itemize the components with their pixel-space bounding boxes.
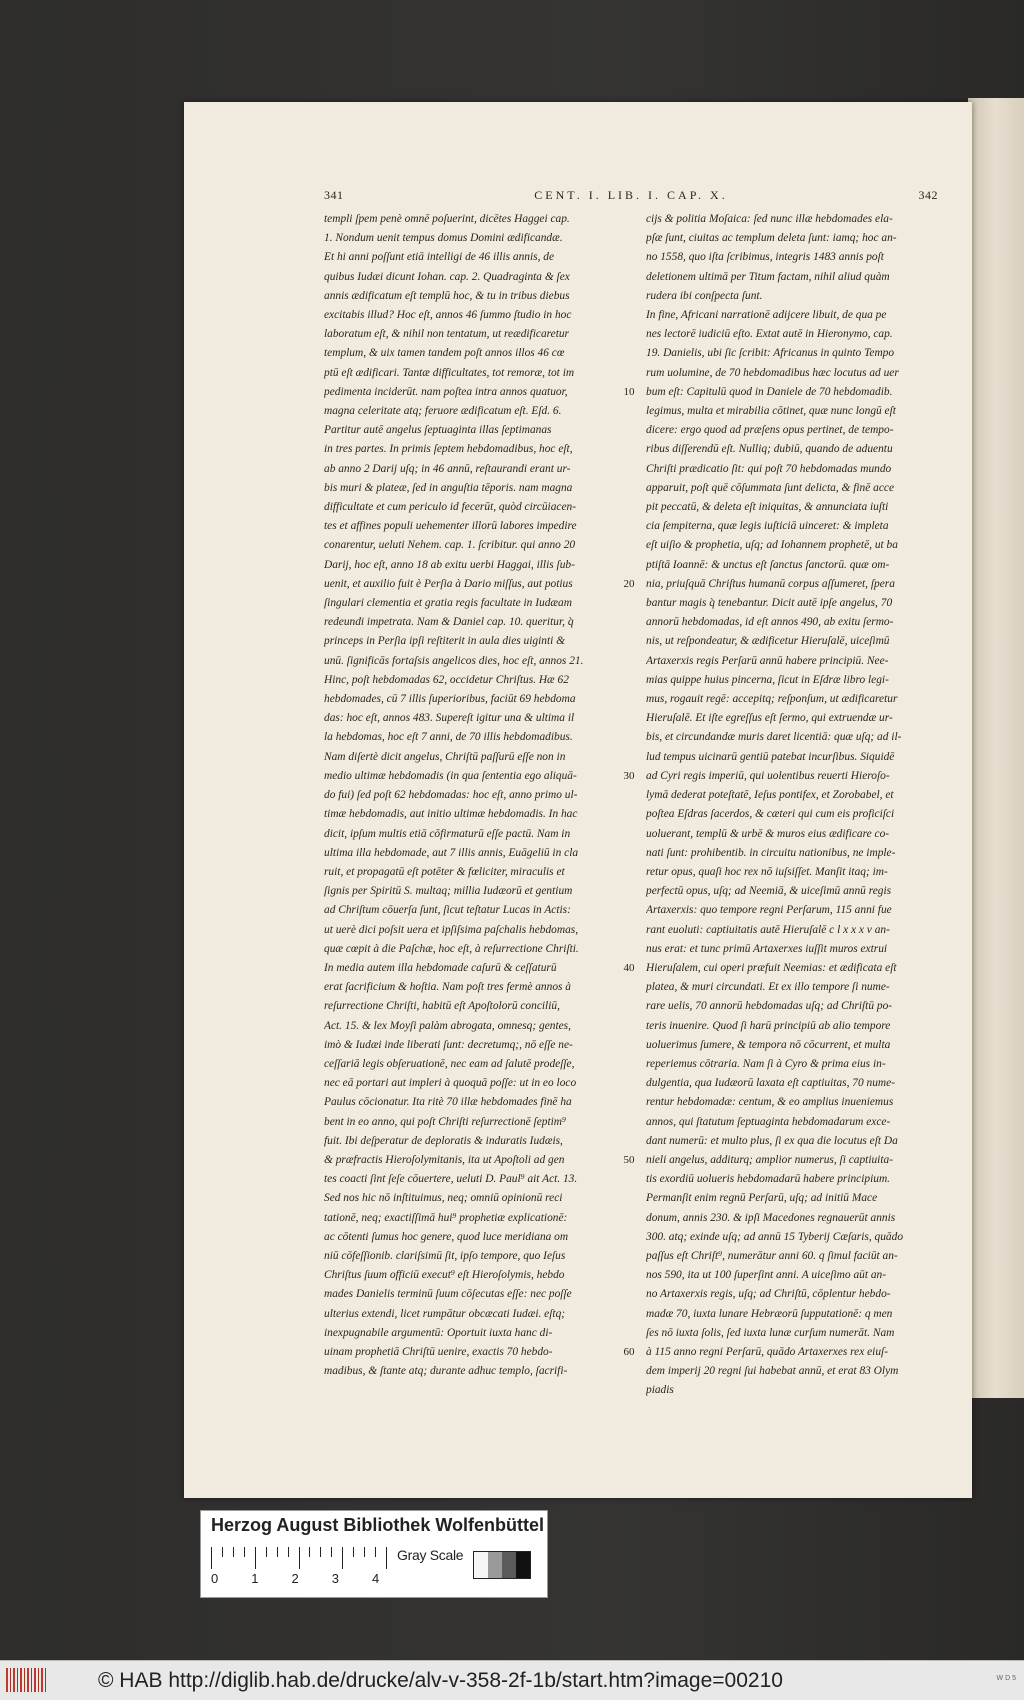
text-line: Hinc, poſt hebdomadas 62, occidetur Chriſtus. Hæ 62: [324, 673, 569, 686]
text-line: perfectū opus, uſq; ad Neemiā, & uiceſimū annū regis: [646, 885, 892, 898]
text-line: Et hi anni poſſunt etiā intelligi de 46 illis annis, de: [324, 251, 555, 264]
text-line: eſt uiſio & prophetia, uſq; ad Iohannem prophetē, ut ba: [646, 539, 898, 552]
text-line: Partitur autē angelus ſeptuaginta illas ſeptimanas: [324, 424, 552, 437]
ruler-tick: [331, 1547, 332, 1557]
text-line: bent in eo anno, qui poſt Chriſti reſurrectionē ſeptim⁹: [324, 1115, 566, 1128]
text-line: fuit. Ibi deſperatur de deploratis & induratis Iudæis,: [324, 1134, 563, 1147]
text-line: inexpugnabile argumentū: Oportuit iuxta hanc di-: [324, 1326, 553, 1339]
text-line: magna celeritate atq; feruore ædificatum eſt. Eſd. 6.: [324, 405, 562, 418]
text-column-right: [646, 210, 936, 1401]
grayscale-patch: [474, 1552, 488, 1578]
text-line: nia, priuſquā Chriſtus humanū corpus aſſumeret, ſpera: [646, 577, 895, 590]
ruler-tick: [255, 1547, 256, 1569]
text-line: pedimenta inciderūt. nam poſtea intra annos quatuor,: [324, 385, 568, 398]
text-line: Chriſtus ſuum officiū execut⁹ eſt Hieroſolymis, hebdo: [324, 1269, 565, 1282]
text-line: mades Danielis terminū ſuum cōſecutas eſſe: nec poſſe: [324, 1288, 572, 1301]
text-line: conarentur, ueluti Nehem. cap. 1. ſcribitur. qui anno 20: [324, 539, 576, 552]
ruler-tick: [299, 1547, 300, 1569]
text-line: paſſus eſt Chriſt⁹, numerātur anni 60. q ſimul faciūt an-: [646, 1249, 898, 1262]
text-line: difficultate et cum periculo id fecerūt, quòd circūiacen-: [324, 501, 576, 514]
ruler-tick: [353, 1547, 354, 1557]
text-line: das: hoc eſt, annos 483. Supereſt igitur una & ultima il: [324, 712, 575, 725]
text-line: nieli angelus, additurq; amplior numerus, ſi captiuita-: [646, 1153, 893, 1166]
text-line: lud tempus uicinarū gentiū patebat incurſibus. Siquidē: [646, 750, 895, 763]
text-line: tationē, neq; exactiſſimā hui⁹ prophetiæ explicationē:: [324, 1211, 568, 1224]
ruler-label: 2: [291, 1571, 299, 1586]
text-line: rare uelis, 70 annorū hebdomadas uſq; ad Chriſtū po-: [646, 1000, 893, 1013]
text-line: dem imperij 20 regni ſui habebat annū, et erat 83 Olym: [646, 1365, 899, 1378]
text-line: in tres partes. In primis ſeptem hebdomadibus, hoc eſt,: [324, 443, 573, 456]
ruler-tick: [266, 1547, 267, 1557]
text-line: tes et affines populi uehementer illorū labores impedire: [324, 520, 577, 533]
ruler-tick: [342, 1547, 343, 1569]
text-line: legimus, multa et mirabilia cōtinet, quæ nunc longū eſt: [646, 405, 896, 418]
text-line: donum, annis 230. & ipſi Macedones regnauerūt annis: [646, 1211, 896, 1224]
ruler-tick: [320, 1547, 321, 1557]
text-line: bis muri & plateæ, ſed in anguſtia tēporis. nam magna: [324, 481, 573, 494]
text-line: erat ſacrificium & hoſtia. Nam poſt tres fermè annos à: [324, 981, 571, 994]
copyright-url[interactable]: © HAB http://diglib.hab.de/drucke/alv-v-358-2f-1b/start.htm?image=00210: [98, 1669, 783, 1692]
grayscale-patch: [502, 1552, 516, 1578]
ruler-tick: [386, 1547, 387, 1569]
text-line: madibus, & ſtante atq; durante adhuc templo, ſacrifi-: [324, 1365, 568, 1378]
viewer-footer: [0, 1660, 1024, 1700]
text-line: ſes nō iuxta ſolis, ſed iuxta lunæ curſum numerāt. Nam: [646, 1326, 895, 1339]
facing-page-edge: [968, 98, 1024, 1398]
text-line: Act. 15. & lex Moyſi palàm abrogata, omnesq; gentes,: [324, 1019, 571, 1032]
text-line: cijs & politia Moſaica: ſed nunc illæ hebdomades ela-: [646, 213, 893, 225]
text-line: ut uerè dici poſsit uera et ipſiſsima paſchalis hebdomas,: [324, 923, 579, 936]
text-line: ſingulari clementia et gratia regis facultate in Iudæam: [324, 597, 572, 610]
ruler-label: 3: [331, 1571, 339, 1586]
text-line: ultima illa hebdomade, aut 7 illis annis, Euāgeliū in cla: [324, 846, 579, 859]
text-line: quæ cœpit à die Paſchæ, hoc eſt, à reſurrectione Chriſti.: [324, 942, 579, 955]
ruler-tick: [309, 1547, 310, 1557]
line-number: 20: [623, 577, 635, 590]
text-line: ad Chriſtum cōuerſa ſunt, ſicut teſtatur Lucas in Actis:: [324, 904, 571, 917]
line-number: 10: [623, 385, 635, 398]
text-line: Darij, hoc eſt, anno 18 ab exitu uerbi Haggai, illis ſub-: [324, 558, 575, 571]
ruler-tick: [211, 1547, 212, 1569]
book-page: [184, 102, 972, 1498]
text-line: imò & Iudæi inde liberati ſunt: decretumq;, nō eſſe ne-: [324, 1038, 573, 1051]
text-line: bis, et circundandæ muris daret licentiā: quæ uſq; ad il-: [646, 731, 902, 744]
text-line: pit peccatū, & deleta eſt iniquitas, & annunciata iuſti: [646, 501, 889, 514]
text-line: teris inuenire. Quod ſi harū principiū ab alio tempore: [646, 1019, 891, 1032]
text-line: dicere: ergo quod ad præſens opus pertinet, de tempo-: [646, 424, 894, 437]
text-line: 300. atq; exinde uſq; ad annū 15 Tyberij Cæſaris, quādo: [646, 1230, 904, 1243]
line-number: 30: [623, 769, 635, 782]
text-line: uoluerimus ſumere, & tempora nō cōcurrent, et multa: [646, 1038, 891, 1051]
text-line: à 115 anno regni Perſarū, quādo Artaxerxes rex eiuſ-: [646, 1345, 889, 1358]
text-line: no 1558, quo iſta ſcribimus, integris 1483 annis poſt: [646, 251, 884, 264]
text-line: ptiſtā Ioannē: & unctus eſt ſanctus ſanctorū. quæ om-: [646, 558, 890, 571]
text-line: 19. Danielis, ubi ſic ſcribit: Africanus in quinto Tempo: [646, 347, 895, 360]
text-line: Artaxerxis regis Perſarū annū habere principiū. Nee-: [646, 654, 889, 667]
text-line: annorū hebdomadas, id eſt annos 490, ab exitu ſermo-: [646, 616, 894, 629]
text-column-left: [324, 210, 612, 1381]
text-line: annos, qui ſtatutum ſeptuaginta hebdomadarum exce-: [646, 1115, 891, 1128]
text-line: ſignis per Spiritū S. multaq; millia Iudæorū et gentium: [324, 885, 573, 898]
ruler-tick: [222, 1547, 223, 1557]
ruler-label: 0: [211, 1571, 219, 1586]
ruler-tick: [244, 1547, 245, 1557]
text-line: platea, & muri circundati. Et ex illo tempore ſi nume-: [646, 981, 890, 994]
text-line: dulgentia, qua Iudæorū laxata eſt captiuitas, 70 nume-: [646, 1077, 895, 1090]
text-line: mias quippe huius pincerna, ſicut in Eſdræ libro legi-: [646, 673, 889, 686]
text-line: tis exordiū uolueris hebdomadarū habere principium.: [646, 1173, 891, 1186]
text-line: ribus diſſerendū eſt. Nulliq; dubiū, quando de aduentu: [646, 443, 893, 456]
text-line: medio ultimæ hebdomadis (in qua ſententia ego aliquā-: [324, 769, 577, 782]
text-line: Artaxerxis: quo tempore regni Perſarum, 115 anni fue: [646, 904, 892, 917]
text-line: rentur hebdomadæ: centum, & eo amplius inueniemus: [646, 1096, 894, 1109]
text-line: & præfractis Hieroſolymitanis, ita ut Apoſtoli ad gen: [324, 1153, 565, 1166]
ruler-tick: [233, 1547, 234, 1557]
text-line: niū cōfeſſionib. clariſsimū ſit, ipſo tempore, quo Ieſus: [324, 1249, 566, 1262]
text-line: laboratum eſt, & nihil non tentatum, ut reædificaretur: [324, 328, 569, 341]
page-number-right: 342: [918, 188, 938, 202]
text-line: rum uolumine, de 70 hebdomadibus hæc locutus ad uer: [646, 366, 899, 379]
grayscale-patch: [488, 1552, 502, 1578]
text-line: dicit, ipſum multis etiā cōfirmaturū eſſe pactū. Nam in: [324, 827, 571, 840]
text-line: piadis: [646, 1384, 674, 1397]
text-line: Sed nos hic nō inſtituimus, neq; omniū opinionū reci: [324, 1192, 563, 1205]
ruler-label: 1: [251, 1571, 259, 1586]
running-title: CENT. I. LIB. I. CAP. X.: [534, 188, 728, 202]
text-line: rant euoluti: captiuitatis autē Hieruſalē c l x x x v an-: [646, 923, 890, 936]
grayscale-label: Gray Scale: [397, 1547, 464, 1563]
text-line: nos 590, ita ut 100 ſuperſint anni. A uiceſimo aūt an-: [646, 1269, 887, 1282]
text-line: ac cōtenti ſumus hoc genere, quod luce meridiana om: [324, 1230, 569, 1243]
text-line: rudera ibi conſpecta ſunt.: [646, 289, 763, 302]
text-line: mus, rogauit regē: accepitq; reſponſum, ut ædificaretur: [646, 693, 898, 706]
text-line: ptū eſt ædificari. Tantæ difficultates, tot remoræ, tot im: [324, 366, 575, 379]
text-line: cia ſempiterna, quæ legis iuſticiā uinceret: & impleta: [646, 520, 889, 533]
text-line: Paulus cōcionatur. Ita ritè 70 illæ hebdomades finē ha: [324, 1096, 572, 1109]
text-line: ulterius extendi, licet rumpātur obcæcati Iudæi. eſtq;: [324, 1307, 566, 1320]
text-line: nes lectorē iudiciū eſto. Extat autē in Hieronymo, cap.: [646, 328, 893, 341]
text-line: bantur magis q̀ tenebantur. Dicit autē ipſe angelus, 70: [646, 597, 893, 610]
text-line: lymā dederat poteſtatē, Ieſus pontifex, et Zorobabel, et: [646, 789, 894, 802]
text-line: templi ſpem penè omnē poſuerint, dicētes Haggei cap.: [324, 213, 570, 225]
text-line: In media autem illa hebdomade caſurū & ceſſaturū: [324, 961, 557, 974]
text-line: tes coacti ſint ſeſe cōuertere, ueluti D. Paul⁹ ait Act. 13.: [324, 1173, 578, 1186]
text-line: Permanſit enim regnū Perſarū, uſq; ad initiū Mace: [646, 1192, 878, 1205]
text-line: 1. Nondum uenit tempus domus Domini ædificandæ.: [324, 232, 563, 245]
text-line: dant numerū: et multo plus, ſi ex qua die locutus eſt Da: [646, 1134, 898, 1147]
text-line: do fui) ſed poſt 62 hebdomadas: hoc eſt, anno primo ul-: [324, 789, 578, 802]
text-line: quibus Iudæi dicunt Iohan. cap. 2. Quadraginta & ſex: [324, 270, 570, 283]
text-line: apparuit, poſt quē cōſummata ſunt delicta, & finē acce: [646, 481, 895, 494]
text-line: templum, & uix tamen tandem poſt annos illos 46 cœ: [324, 347, 565, 360]
line-number: 60: [623, 1345, 635, 1358]
text-line: timæ hebdomadis, aut initio ultimæ hebdomadis. In hac: [324, 808, 578, 821]
library-name: Herzog August Bibliothek Wolfenbüttel: [211, 1515, 544, 1535]
text-line: annis ædificatum eſt templū hoc, & tu in tribus diebus: [324, 289, 570, 302]
text-line: hebdomades, cū 7 illis ſuperioribus, faciūt 69 hebdoma: [324, 693, 576, 706]
scale-ruler: [211, 1547, 386, 1569]
ruler-tick: [375, 1547, 376, 1557]
text-line: la hebdomas, hoc eſt 7 anni, de 70 illis hebdomadibus.: [324, 731, 573, 744]
text-line: nis, ut reſpondeatur, & ædificetur Hieruſalē, uiceſimū: [646, 635, 890, 648]
text-line: retur opus, quaſi hoc rex nō iuſsiſſet. Manſit itaq; im-: [646, 865, 888, 878]
text-line: reperiemus cōtraria. Nam ſi à Cyro & prima eius in-: [646, 1057, 886, 1070]
text-line: uoluerant, templū & urbē & muros eius ædificare co-: [646, 827, 890, 840]
text-line: unū. ſignificās fortaſsis angelicos dies, hoc eſt, annos 21.: [324, 654, 584, 667]
text-line: excitabis illud? Hoc eſt, annos 46 ſummo ſtudio in hoc: [324, 309, 572, 322]
text-line: ab anno 2 Darij uſq; in 46 annū, reſtaurandi erant ur-: [324, 462, 571, 475]
text-line: nati ſunt: prohibentib. in circuitu nationibus, ne imple-: [646, 846, 896, 859]
line-number: 50: [623, 1153, 635, 1166]
text-line: reſurrectione Chriſti, habitū eſt Apoſtolorū conciliū,: [324, 1000, 560, 1013]
ruler-tick: [277, 1547, 278, 1557]
text-line: bum eſt: Capitulū quod in Daniele de 70 hebdomadib.: [646, 385, 893, 398]
text-line: uenit, et auxilio fuit è Perſia à Dario miſſus, aut potius: [324, 577, 573, 590]
footer-small-mark: W D 5: [996, 1675, 1016, 1682]
text-line: ad Cyri regis imperiū, qui uolentibus reuerti Hieroſo-: [646, 769, 890, 782]
grayscale-patch: [516, 1552, 530, 1578]
text-line: uinam prophetiā Chriſtū uenire, exactis 70 hebdo-: [324, 1345, 553, 1358]
text-line: poſtea Eſdras ſacerdos, & cæteri qui cum eis proficiſci: [646, 808, 895, 821]
text-line: Nam diſertè dicit angelus, Chriſtū paſſurū eſſe non in: [324, 750, 566, 763]
barcode-icon: [6, 1668, 46, 1692]
text-line: ceſſariā legis obſeruationē, nec eam ad ſalutē prodeſſe,: [324, 1057, 575, 1070]
text-line: ruit, et propagatū eſt potēter & fœliciter, miraculis et: [324, 865, 565, 878]
ruler-tick: [288, 1547, 289, 1557]
text-line: deletionem ultimā per Titum factam, nihil aliud quàm: [646, 270, 890, 283]
text-line: madæ 70, iuxta lunare Hebræorū ſupputationē: q men: [646, 1307, 893, 1320]
text-line: redeundi impetrata. Nam & Daniel cap. 10. queritur, q̀: [324, 616, 574, 629]
ruler-label: 4: [372, 1571, 380, 1586]
line-number: 40: [623, 961, 635, 974]
text-line: Chriſti prædicatio ſit: qui poſt 70 hebdomadas mundo: [646, 462, 892, 475]
grayscale-patches: [473, 1551, 531, 1579]
running-header: [324, 188, 938, 208]
text-line: Hieruſalē. Et iſte egreſſus eſt ſermo, qui extruendæ ur-: [646, 712, 893, 725]
ruler-tick: [364, 1547, 365, 1557]
page-number-left: 341: [324, 188, 344, 202]
text-line: Hieruſalem, cui operi præfuit Neemias: et ædificata eſt: [646, 961, 897, 974]
text-line: pſæ ſunt, ciuitas ac templum deleta ſunt: iamq; hoc an-: [646, 232, 897, 245]
text-line: nus erat: et tunc primū Artaxerxes iuſſit muros extrui: [646, 942, 888, 955]
text-line: no Artaxerxis regis, uſq; ad Chriſtū, cōplentur hebdo-: [646, 1288, 891, 1301]
text-line: princeps in Perſia ipſi reſtiterit in aula dies uiginti &: [324, 635, 565, 648]
text-line: In fine, Africani narrationē adijcere libuit, de qua pe: [646, 309, 887, 322]
text-line: nec eā portari aut impleri à quoquā poſſe: ut in eo loco: [324, 1077, 577, 1090]
color-calibration-card: [200, 1510, 548, 1598]
